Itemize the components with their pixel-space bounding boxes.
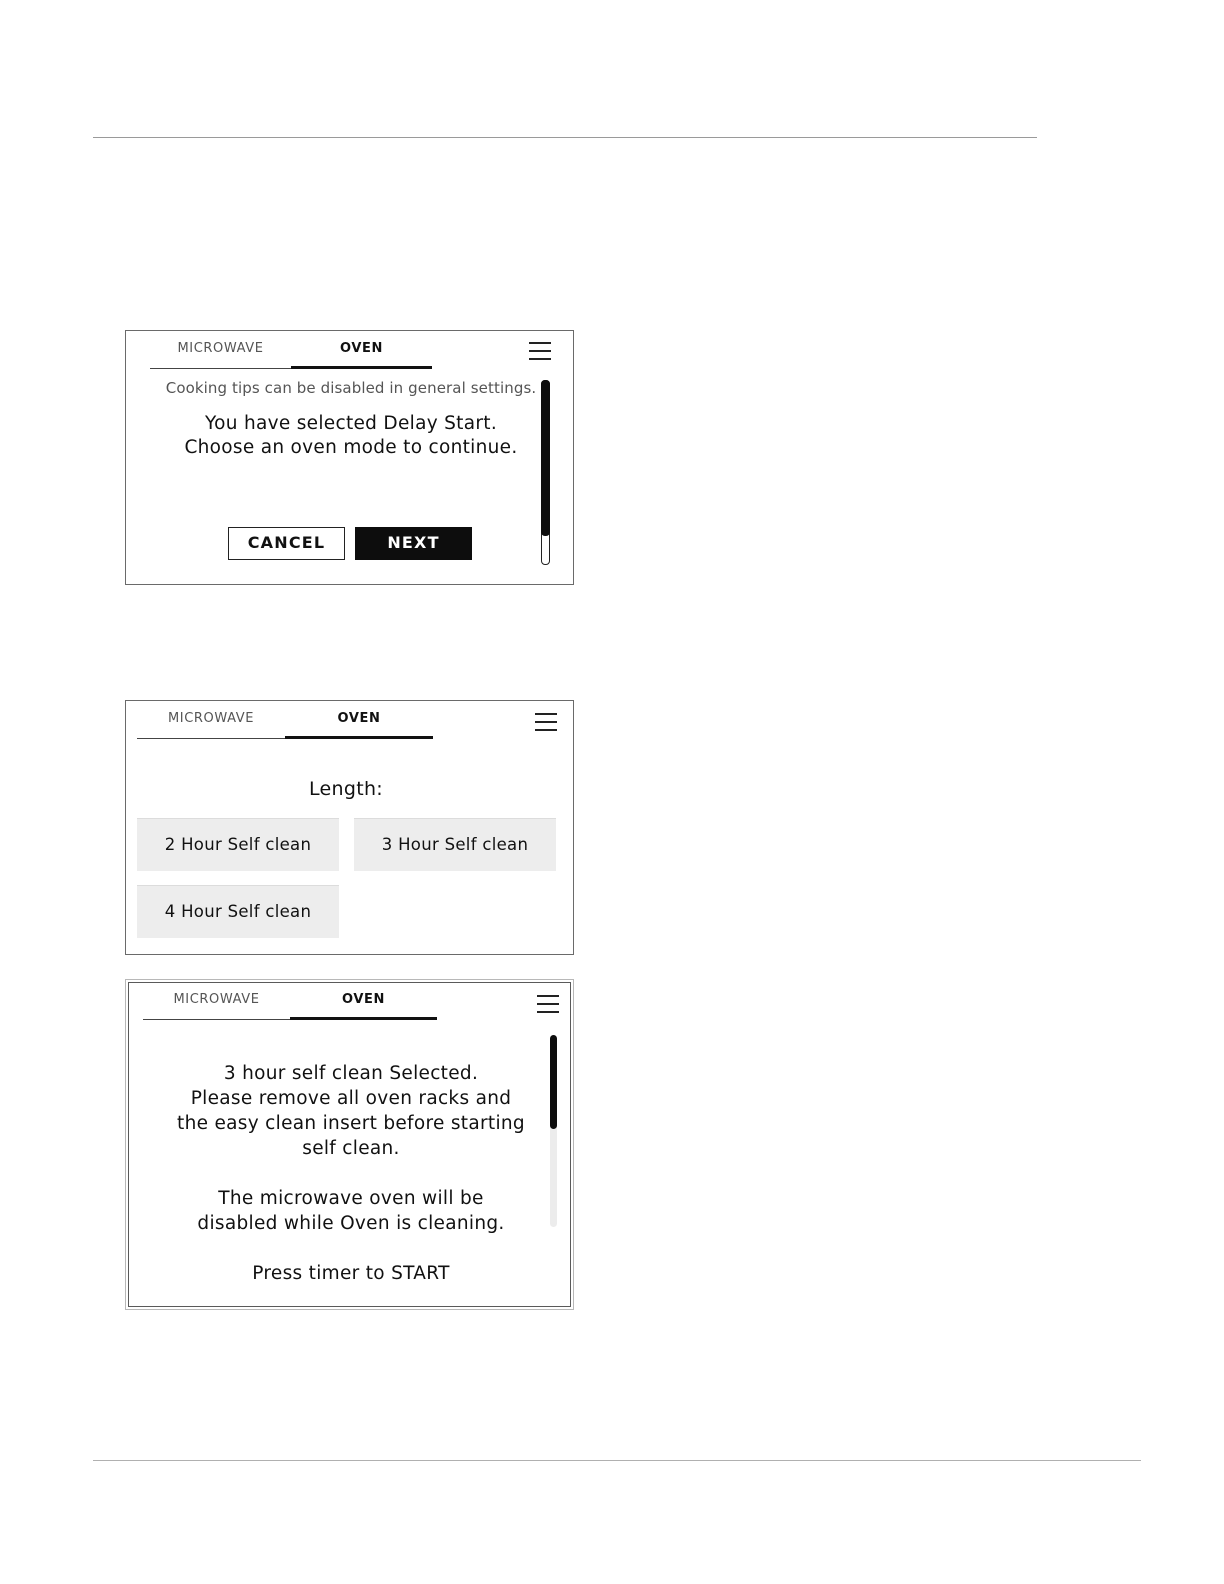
tab-microwave[interactable]: MICROWAVE <box>150 335 291 369</box>
hamburger-menu-icon[interactable] <box>537 995 559 1015</box>
tab-bar <box>137 705 433 739</box>
message-line: 3 hour self clean Selected. <box>223 1063 479 1084</box>
tab-oven[interactable]: OVEN <box>290 986 437 1020</box>
option-3-hour-self-clean[interactable]: 3 Hour Self clean <box>354 818 556 871</box>
cooking-tip-text: Cooking tips can be disabled in general settings. <box>165 379 537 397</box>
self-clean-selected-screen <box>125 979 574 1310</box>
cancel-button[interactable]: CANCEL <box>228 527 345 560</box>
tab-oven[interactable]: OVEN <box>291 335 432 369</box>
message-line: Please remove all oven racks and <box>190 1088 512 1109</box>
spacer <box>146 1236 556 1261</box>
hamburger-menu-icon[interactable] <box>529 342 551 362</box>
self-clean-message <box>146 1061 556 1286</box>
start-instruction: Press timer to START <box>252 1263 450 1284</box>
scroll-thumb[interactable] <box>541 380 550 536</box>
tab-oven[interactable]: OVEN <box>285 705 433 739</box>
message-line: the easy clean insert before starting <box>177 1113 525 1134</box>
delay-start-screen <box>125 330 574 585</box>
header-rule <box>93 137 1037 138</box>
hamburger-menu-icon[interactable] <box>535 713 557 733</box>
option-4-hour-self-clean[interactable]: 4 Hour Self clean <box>137 885 339 938</box>
tab-microwave[interactable]: MICROWAVE <box>137 705 285 739</box>
length-prompt: Length: <box>308 778 384 800</box>
scrollbar[interactable] <box>550 1035 557 1227</box>
message-line: The microwave oven will be <box>218 1188 484 1209</box>
spacer <box>146 1161 556 1186</box>
message-line: self clean. <box>302 1138 400 1159</box>
tab-microwave[interactable]: MICROWAVE <box>143 986 290 1020</box>
next-button[interactable]: NEXT <box>355 527 472 560</box>
tab-bar <box>143 986 437 1020</box>
self-clean-length-screen <box>125 700 574 955</box>
delay-start-message <box>146 412 556 460</box>
scroll-thumb[interactable] <box>550 1035 557 1129</box>
message-line: Choose an oven mode to continue. <box>184 437 518 458</box>
scrollbar[interactable] <box>541 380 550 565</box>
message-line: disabled while Oven is cleaning. <box>197 1213 505 1234</box>
footer-rule <box>93 1460 1141 1461</box>
message-line: You have selected Delay Start. <box>204 413 498 434</box>
tab-bar <box>150 335 432 369</box>
option-2-hour-self-clean[interactable]: 2 Hour Self clean <box>137 818 339 871</box>
